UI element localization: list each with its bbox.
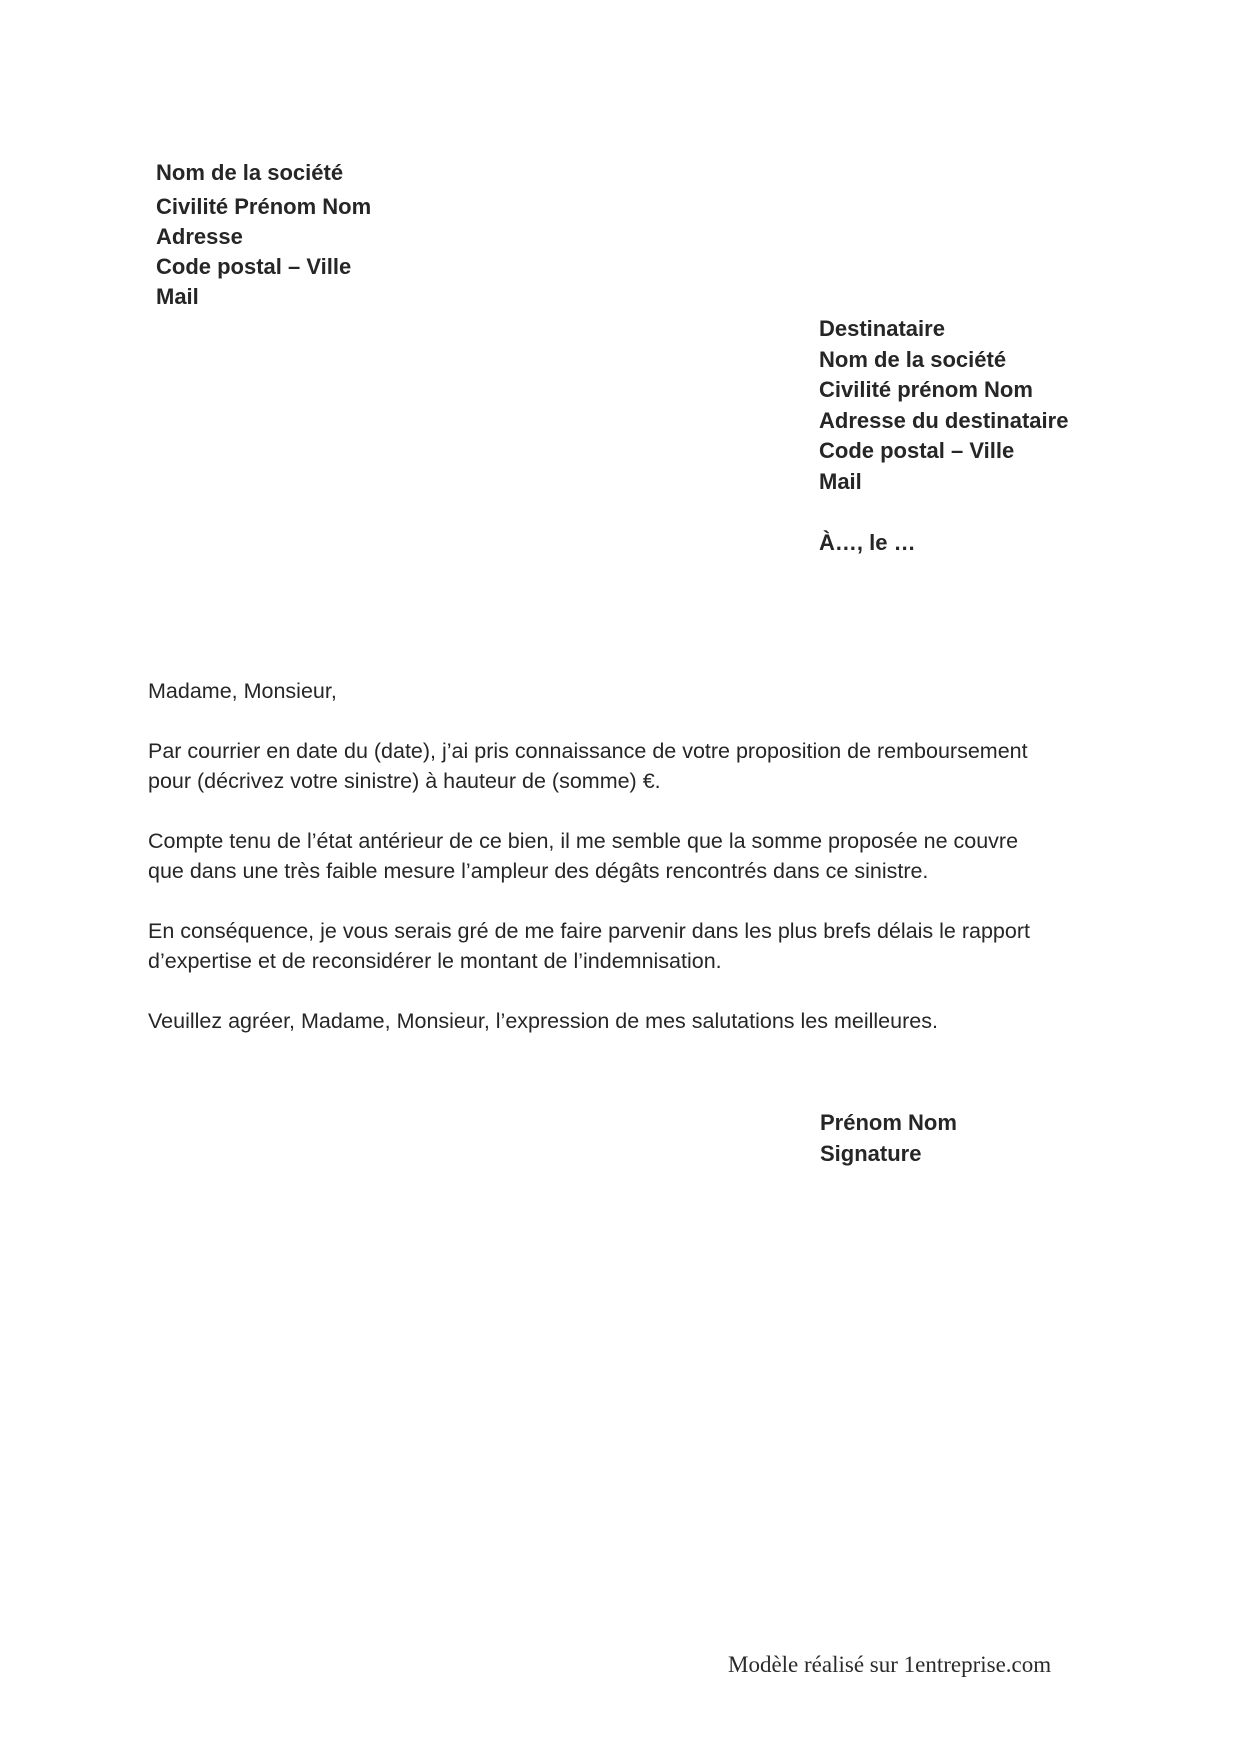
- recipient-label: Destinataire: [819, 316, 945, 341]
- signature-block: [820, 1107, 957, 1169]
- paragraph-line: d’expertise et de reconsidérer le montant de l’indemnisation.: [148, 949, 722, 973]
- recipient-city: Code postal – Ville: [819, 438, 1015, 463]
- recipient-address: Adresse du destinataire: [819, 407, 1069, 433]
- sender-block: [156, 158, 371, 312]
- sender-city: Code postal – Ville: [156, 254, 352, 279]
- letter-closing: Veuillez agréer, Madame, Monsieur, l’expression de mes salutations les meilleures.: [148, 1009, 938, 1033]
- letter-paragraph-1: [148, 736, 1108, 796]
- paragraph-line: Par courrier en date du (date), j’ai pris connaissance de votre proposition de remboursement: [148, 739, 1028, 763]
- recipient-name: Civilité prénom Nom: [819, 377, 1033, 402]
- footer-credit: Modèle réalisé sur 1entreprise.com: [728, 1652, 1052, 1677]
- letter-greeting: Madame, Monsieur,: [148, 679, 337, 703]
- recipient-company: Nom de la société: [819, 346, 1007, 372]
- place-date: À…, le …: [819, 530, 916, 555]
- paragraph-line: que dans une très faible mesure l’ampleur des dégâts rencontrés dans ce sinistre.: [148, 859, 929, 883]
- signature-label: Signature: [820, 1141, 922, 1166]
- sender-company: Nom de la société: [156, 160, 344, 185]
- sender-name: Civilité Prénom Nom: [156, 194, 372, 219]
- signature-name: Prénom Nom: [820, 1110, 957, 1135]
- paragraph-line: En conséquence, je vous serais gré de me faire parvenir dans les plus brefs délais le rapport: [148, 919, 1030, 943]
- letter-paragraph-3: [148, 916, 1108, 976]
- letter-paragraph-2: [148, 826, 1108, 886]
- paragraph-line: pour (décrivez votre sinistre) à hauteur de (somme) €.: [148, 769, 661, 793]
- sender-address: Adresse: [156, 224, 243, 249]
- recipient-mail: Mail: [819, 468, 862, 494]
- sender-mail: Mail: [156, 284, 199, 309]
- recipient-block: [819, 314, 1068, 497]
- paragraph-line: Compte tenu de l’état antérieur de ce bien, il me semble que la somme proposée ne couvre: [148, 829, 1019, 853]
